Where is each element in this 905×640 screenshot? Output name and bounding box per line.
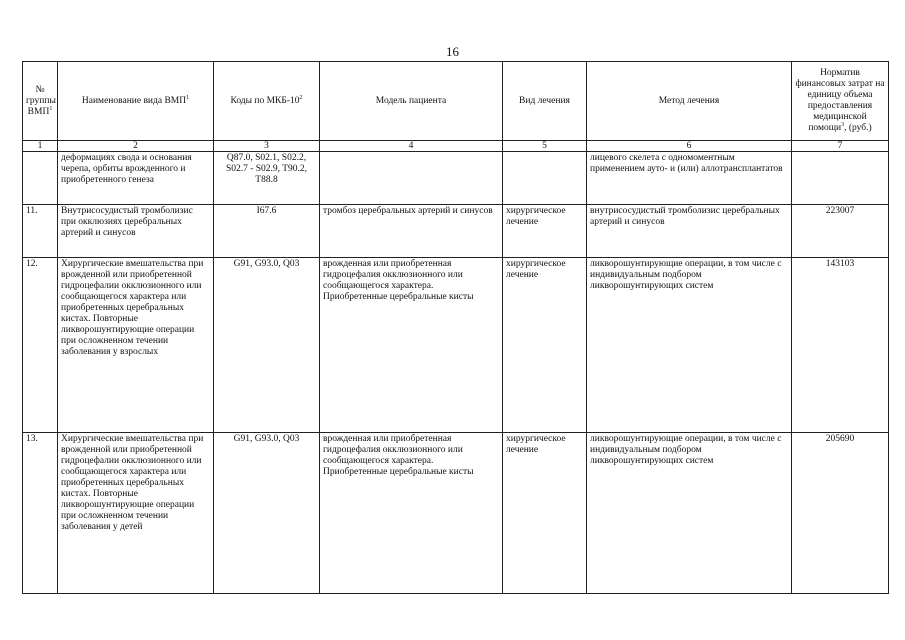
patient-model: врожденная или приобретенная гидроцефалия окклюзионного или сообщающегося характера. Приобретенные церебральные кисты [320,433,503,594]
header-treatment-method: Метод лечения [587,62,792,141]
vmp-name: деформациях свода и основания черепа, орбиты врожденного и приобретенного генеза [58,152,214,205]
treatment-method: ликворошунтирующие операции, в том числе с индивидуальным подбором ликворошунтирующих систем [587,433,792,594]
cost-norm: 143103 [792,258,889,433]
table-row [23,258,889,433]
group-number: 12. [23,258,58,433]
treatment-method: внутрисосудистый тромболизис церебральных артерий и синусов [587,205,792,258]
treatment-method: лицевого скелета с одномоментным применением ауто- и (или) аллотрансплантатов [587,152,792,205]
cost-norm: 205690 [792,433,889,594]
vmp-name: Внутрисосудистый тромболизис при окклюзиях церебральных артерий и синусов [58,205,214,258]
group-number [23,152,58,205]
header-group-number: № группы ВМП$^1$ [23,62,58,141]
table-row [23,152,889,205]
column-number: 4 [320,141,503,152]
patient-model: врожденная или приобретенная гидроцефалия окклюзионного или сообщающегося характера. Приобретенные церебральные кисты [320,258,503,433]
vmp-name: Хирургические вмешательства при врожденной или приобретенной гидроцефалии окклюзионного или сообщающегося характера или приобретенных церебральных кистах. Повторные ликворошунтирующие операции при осложненном течении заболевания у взрослых [58,258,214,433]
table-row [23,433,889,594]
header-vmp-name: Наименование вида ВМП$^1$ [58,62,214,141]
vmp-table [22,61,889,594]
column-number: 3 [214,141,320,152]
cost-norm: 223007 [792,205,889,258]
icd-codes: G91, G93.0, Q03 [214,258,320,433]
header-patient-model: Модель пациента [320,62,503,141]
page-number: 16 [446,44,459,59]
column-number: 5 [503,141,587,152]
column-number: 6 [587,141,792,152]
column-number: 7 [792,141,889,152]
header-treatment-type: Вид лечения [503,62,587,141]
treatment-type: хирургическое лечение [503,258,587,433]
icd-codes: Q87.0, S02.1, S02.2, S02.7 - S02.9, T90.2, T88.8 [214,152,320,205]
group-number: 13. [23,433,58,594]
icd-codes: G91, G93.0, Q03 [214,433,320,594]
cost-norm [792,152,889,205]
icd-codes: I67.6 [214,205,320,258]
column-number: 1 [23,141,58,152]
treatment-method: ликворошунтирующие операции, в том числе с индивидуальным подбором ликворошунтирующих систем [587,258,792,433]
patient-model [320,152,503,205]
patient-model: тромбоз церебральных артерий и синусов [320,205,503,258]
table-row [23,205,889,258]
treatment-type [503,152,587,205]
column-number: 2 [58,141,214,152]
treatment-type: хирургическое лечение [503,433,587,594]
vmp-name: Хирургические вмешательства при врожденной или приобретенной гидроцефалии окклюзионного или сообщающегося характера или приобретенных церебральных кистах. Повторные ликворошунтирующие операции при осложненном течении заболевания у детей [58,433,214,594]
header-cost-norm: Норматив финансовых затрат на единицу объема предоставления медицинской помощи$^3$, (руб.) [792,62,889,141]
header-row [23,62,889,141]
group-number: 11. [23,205,58,258]
treatment-type: хирургическое лечение [503,205,587,258]
header-icd-codes: Коды по МКБ-$10^2$ [214,62,320,141]
column-number-row [23,141,889,152]
